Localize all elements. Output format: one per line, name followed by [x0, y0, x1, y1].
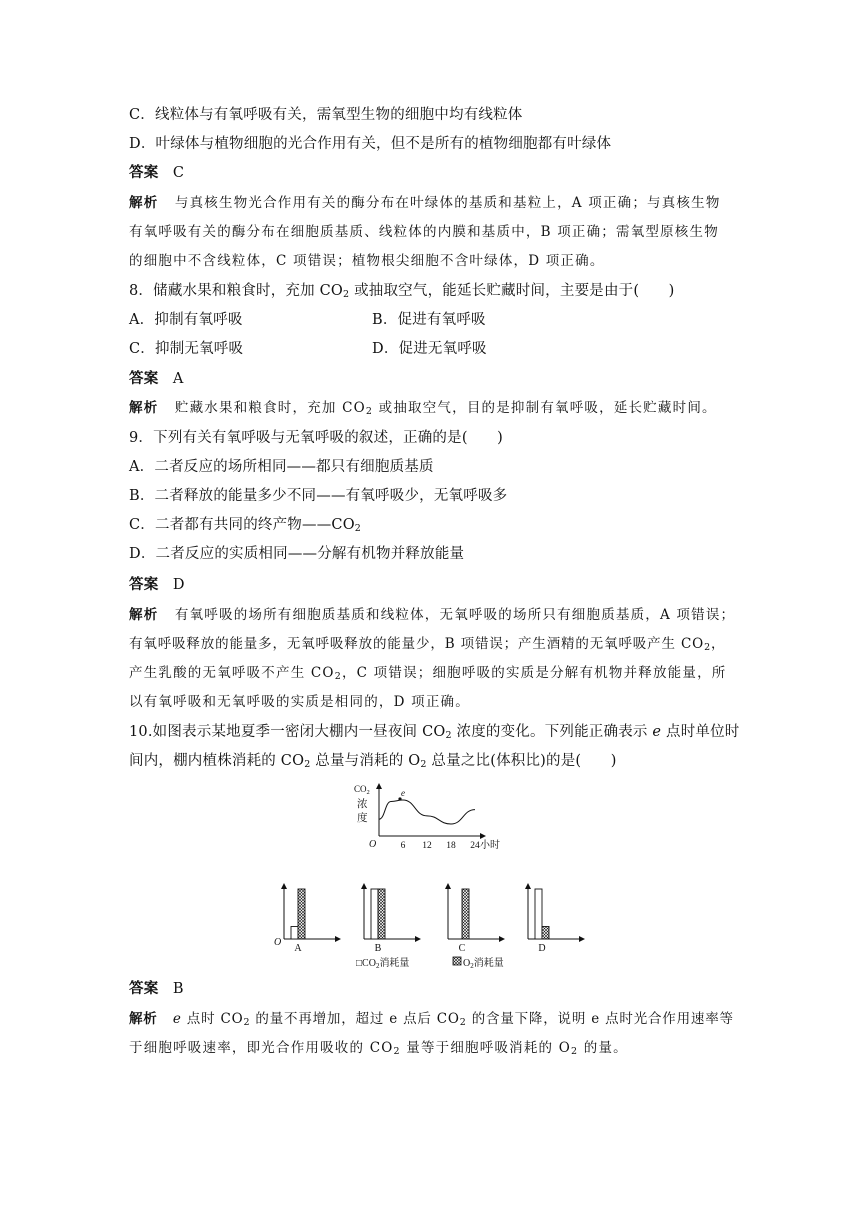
x-tick-label: 24	[470, 841, 480, 851]
q9-option-b: B．二者释放的能量多少不同——有氧呼吸少，无氧呼吸多	[129, 488, 508, 504]
q10-stem-2c: 总量之比(体积比)的是( )	[426, 753, 617, 769]
answer-value: C	[172, 165, 185, 181]
legend	[356, 956, 504, 970]
bar-option-label: A	[294, 943, 302, 954]
q9-analysis-line2	[129, 634, 725, 654]
q7-answer	[129, 163, 184, 183]
analysis-text-b: ，C 项错误；细胞呼吸的实质是分解有机物并释放能量，所	[341, 665, 727, 681]
q9-analysis-line1	[129, 605, 735, 625]
subscript: 2	[354, 523, 362, 534]
subscript: 2	[243, 1017, 251, 1028]
q7-analysis-line1	[129, 193, 721, 213]
q9-option-c	[129, 515, 361, 535]
bar-option-b	[364, 886, 418, 954]
analysis-e: e	[172, 1011, 182, 1027]
x-axis-unit: 小时	[480, 840, 500, 851]
bar-co2	[371, 889, 378, 939]
answer-label: 答案	[129, 164, 159, 181]
bar-option-label: B	[374, 943, 382, 954]
subscript: 2	[571, 1046, 579, 1057]
analysis-text-a: 贮藏水果和粮食时，充加 CO	[174, 400, 366, 416]
q10-analysis-line2	[129, 1038, 628, 1058]
subscript: 2	[304, 759, 311, 770]
analysis-label: 解析	[129, 1011, 158, 1027]
q10-stem-2b: 总量与消耗的 O	[310, 753, 421, 769]
q9-analysis-line4: 以有氧呼吸和无氧呼吸的实质是相同的，D 项正确。	[129, 694, 470, 710]
analysis-text-end: ，	[711, 636, 726, 652]
q9-answer	[129, 575, 185, 595]
bar-co2	[535, 889, 542, 939]
bar-o2	[462, 889, 469, 939]
bar-option-a	[284, 886, 338, 954]
subscript: 2	[459, 1017, 467, 1028]
q9-stem: 9．下列有关有氧呼吸与无氧呼吸的叙述，正确的是( )	[129, 430, 503, 446]
q10-stem-b: 浓度的变化。下列能正确表示	[451, 724, 653, 740]
q7-option-c: C．线粒体与有氧呼吸有关，需氧型生物的细胞中均有线粒体	[129, 107, 523, 123]
q8-option-d: D．促进无氧呼吸	[372, 341, 487, 357]
x-tick-label: 12	[422, 841, 432, 851]
answer-label: 答案	[129, 370, 159, 387]
analysis-label: 解析	[129, 400, 159, 416]
q9-option-a: A．二者反应的场所相同——都只有细胞质基质	[129, 459, 434, 475]
q10-stem-c: 点时单位时	[661, 724, 740, 740]
subscript: 2	[343, 289, 350, 300]
analysis-text: 有氧呼吸的场所有细胞质基质和线粒体，无氧呼吸的场所只有细胞质基质，A 项错误；	[174, 607, 736, 623]
q9-option-d: D．二者反应的实质相同——分解有机物并释放能量	[129, 546, 465, 562]
answer-value: D	[172, 577, 185, 593]
bar-option-c	[448, 886, 502, 954]
legend-co2: $□CO_2$消耗量	[356, 958, 410, 970]
analysis-text-a: 于细胞呼吸速率，即光合作用吸收的 CO	[129, 1040, 394, 1056]
x-tick-label: 18	[446, 841, 456, 851]
q10-answer	[129, 979, 184, 999]
q10-stem-line1	[129, 722, 740, 742]
bar-o2	[542, 927, 549, 940]
x-tick-label: 6	[400, 841, 406, 851]
answer-value: A	[172, 371, 184, 387]
q10-analysis-line1	[129, 1009, 734, 1029]
q8-option-a: A．抑制有氧呼吸	[129, 312, 243, 328]
q8-option-c: C．抑制无氧呼吸	[129, 341, 244, 357]
origin-label: O	[369, 839, 377, 850]
co2-curve-figure	[350, 780, 520, 855]
q7-analysis-line2: 有氧呼吸有关的酶分布在细胞质基质、线粒体的内膜和基质中，B 项正确；需氧型原核生物	[129, 224, 719, 240]
q7-option-d: D．叶绿体与植物细胞的光合作用有关，但不是所有的植物细胞都有叶绿体	[129, 136, 612, 152]
q8-option-b: B．促进有氧呼吸	[372, 312, 486, 328]
analysis-text-b: 点时 CO	[181, 1011, 244, 1027]
analysis-text-c: 的量不再增加，超过 e 点后 CO	[250, 1011, 460, 1027]
analysis-text: 与真核生物光合作用有关的酶分布在叶绿体的基质和基粒上，A 项正确；与真核生物	[174, 195, 721, 211]
q9-option-c-text: C．二者都有共同的终产物——CO	[129, 517, 355, 533]
subscript: 2	[334, 671, 342, 682]
q8-analysis	[129, 398, 717, 418]
analysis-text-c: 的量。	[578, 1040, 628, 1056]
bar-o2	[298, 889, 305, 939]
q7-analysis-line3: 的细胞中不含线粒体，C 项错误；植物根尖细胞不含叶绿体，D 项正确。	[129, 253, 605, 269]
q10-stem-e: e	[652, 724, 662, 740]
co2-curve	[379, 800, 475, 824]
subscript: 2	[393, 1046, 401, 1057]
legend-o2-swatch	[453, 957, 461, 965]
bar-co2	[291, 927, 298, 940]
answer-label: 答案	[129, 980, 159, 997]
q10-stem-line2	[129, 751, 617, 771]
q8-stem-a: 8．储藏水果和粮食时，充加 CO	[129, 283, 344, 299]
y-axis-label-du: 度	[357, 813, 368, 824]
subscript: 2	[704, 642, 712, 653]
bar-o2	[378, 889, 385, 939]
q8-stem-b: 或抽取空气，能延长贮藏时间，主要是由于( )	[349, 283, 675, 299]
bar-option-label: D	[538, 943, 546, 954]
y-axis-label-co2: $CO_2$	[354, 784, 370, 796]
q10-stem-a: 10.如图表示某地夏季一密闭大棚内一昼夜间 CO	[129, 724, 446, 740]
legend-o2: $O_2$消耗量	[463, 958, 504, 970]
answer-value: B	[172, 981, 184, 997]
bar-origin-label: O	[274, 937, 282, 948]
q8-stem	[129, 281, 675, 301]
subscript: 2	[445, 730, 452, 741]
analysis-text-b: 量等于细胞呼吸消耗的 O	[400, 1040, 571, 1056]
analysis-text-d: 的含量下降，说明 e 点时光合作用速率等	[466, 1011, 734, 1027]
analysis-text-b: 或抽取空气，目的是抑制有氧呼吸，延长贮藏时间。	[373, 400, 717, 416]
q9-analysis-line3	[129, 663, 726, 683]
subscript: 2	[420, 759, 427, 770]
analysis-text: 有氧呼吸释放的能量多，无氧呼吸释放的能量少，B 项错误；产生酒精的无氧呼吸产生 CO	[129, 636, 705, 652]
answer-label: 答案	[129, 576, 159, 593]
bar-option-d	[528, 886, 582, 954]
point-e-label: e	[401, 788, 405, 798]
analysis-text-a: 产生乳酸的无氧呼吸不产生 CO	[129, 665, 335, 681]
q10-stem-2a: 间内，棚内植株消耗的 CO	[129, 753, 305, 769]
y-axis-label-nong: 浓	[357, 799, 368, 810]
analysis-label: 解析	[129, 195, 159, 211]
subscript: 2	[365, 406, 374, 417]
bar-options-figure	[270, 882, 600, 974]
analysis-label: 解析	[129, 607, 159, 623]
bar-option-label: C	[458, 943, 466, 954]
q8-answer	[129, 369, 184, 389]
